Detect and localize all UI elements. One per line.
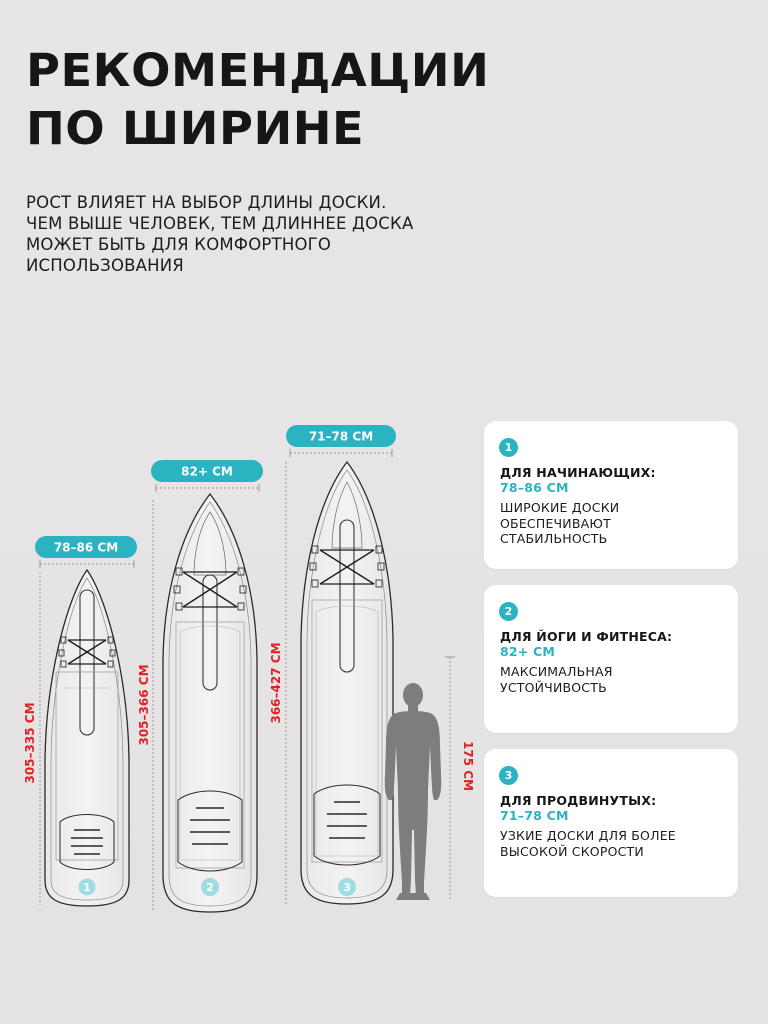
card-width: 82+ CM xyxy=(500,644,556,659)
card-description-line: ШИРОКИЕ ДОСКИ xyxy=(500,500,620,515)
card-description xyxy=(500,664,613,695)
card-number-badge: 2 xyxy=(499,602,518,621)
card-description xyxy=(500,828,676,859)
title-line-2: ПО ШИРИНЕ xyxy=(26,102,365,155)
board-3 xyxy=(269,425,396,905)
board-2-length-label: 305–366 CM xyxy=(137,664,151,746)
card-description-line: ОБЕСПЕЧИВАЮТ xyxy=(500,515,611,531)
card-number-badge: 1 xyxy=(499,438,518,457)
card-title: ДЛЯ ПРОДВИНУТЫХ: xyxy=(500,793,657,808)
intro-line: ЧЕМ ВЫШЕ ЧЕЛОВЕК, ТЕМ ДЛИННЕЕ ДОСКА xyxy=(26,214,414,233)
card-description-line: УСТОЙЧИВОСТЬ xyxy=(500,679,607,695)
board-3-number: 3 xyxy=(343,881,351,894)
person-height-label: 175 CM xyxy=(461,741,475,791)
info-card-yoga-fitness xyxy=(484,585,738,733)
info-card-beginners xyxy=(484,421,738,569)
card-title: ДЛЯ НАЧИНАЮЩИХ: xyxy=(500,465,656,480)
card-width: 78–86 CM xyxy=(500,480,569,495)
card-description-line: МАКСИМАЛЬНАЯ xyxy=(500,664,613,679)
intro-line: ИСПОЛЬЗОВАНИЯ xyxy=(26,256,184,275)
card-description xyxy=(500,500,619,547)
info-card-advanced xyxy=(484,749,738,897)
board-1-outline xyxy=(45,570,129,906)
board-1-width-label: 78–86 CM xyxy=(53,540,119,555)
board-2 xyxy=(137,460,263,912)
board-3-length-label: 366–427 CM xyxy=(269,642,283,724)
card-description-line: УЗКИЕ ДОСКИ ДЛЯ БОЛЕЕ xyxy=(500,828,676,843)
card-title: ДЛЯ ЙОГИ И ФИТНЕСА: xyxy=(500,629,673,644)
card-number-badge: 3 xyxy=(499,766,518,785)
board-2-outline xyxy=(163,494,257,912)
title-line-1: РЕКОМЕНДАЦИИ xyxy=(26,44,490,97)
board-2-number: 2 xyxy=(206,881,214,894)
card-width: 71–78 CM xyxy=(500,808,569,823)
board-1 xyxy=(23,536,137,906)
board-3-width-label: 71–78 CM xyxy=(308,429,374,444)
board-1-length-label: 305–335 CM xyxy=(23,702,37,784)
card-description-line: ВЫСОКОЙ СКОРОСТИ xyxy=(500,843,644,859)
intro-line: МОЖЕТ БЫТЬ ДЛЯ КОМФОРТНОГО xyxy=(26,235,332,254)
intro-line: РОСТ ВЛИЯЕТ НА ВЫБОР ДЛИНЫ ДОСКИ. xyxy=(26,193,387,212)
board-2-width-label: 82+ CM xyxy=(181,464,233,479)
board-1-number: 1 xyxy=(83,881,91,894)
card-description-line: СТАБИЛЬНОСТЬ xyxy=(500,531,608,546)
